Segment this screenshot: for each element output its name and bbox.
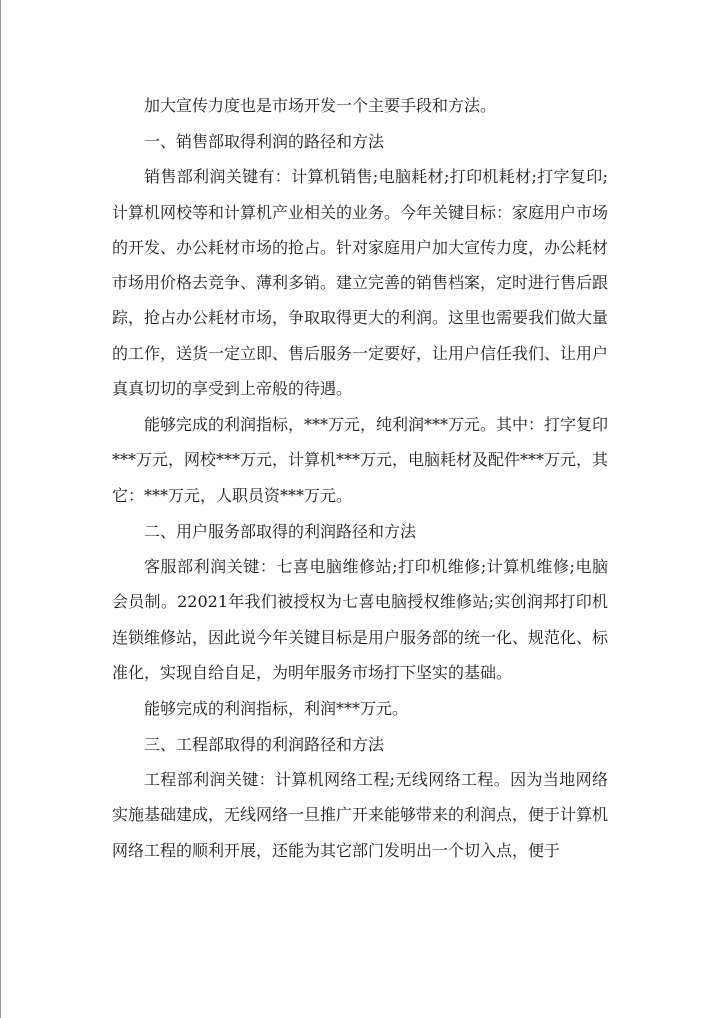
heading-sales-department: 一、销售部取得利润的路径和方法 [144, 131, 385, 151]
heading-engineering-department: 三、工程部取得的利润路径和方法 [144, 734, 385, 754]
paragraph-service-profit-keys: 客服部利润关键：七喜电脑维修站;打印机维修;计算机维修;电脑会员制。22021年我们被授权为七喜电脑授权维修站;实创润邦打印机连锁维修站，因此说今年关键目标是用户服务部的统一化、规范化、标准化，实现自给自足，为明年服务市场打下坚实的基础。 [112, 556, 609, 682]
paragraph-sales-profit-keys: 销售部利润关键有：计算机销售;电脑耗材;打印机耗材;打字复印;计算机网校等和计算机产业相关的业务。今年关键目标：家庭用户市场的开发、办公耗材市场的抢占。针对家庭用户加大宣传力度，办公耗材市场用价格去竞争、薄利多销。建立完善的销售档案，定时进行售后跟踪，抢占办公耗材市场，争取取得更大的利润。这里也需要我们做大量的工作，送货一定立即、售后服务一定要好，让用户信任我们、让用户真真切切的享受到上帝般的待遇。 [112, 167, 609, 399]
page-left-border [0, 0, 1, 1018]
document-body [112, 88, 608, 869]
paragraph-service-profit-target: 能够完成的利润指标，利润***万元。 [144, 698, 409, 718]
paragraph-sales-profit-targets: 能够完成的利润指标，***万元，纯利润***万元。其中：打字复印***万元，网校***万元，计算机***万元，电脑耗材及配件***万元，其它：***万元，人职员资***万元。 [112, 415, 609, 505]
paragraph-intro: 加大宣传力度也是市场开发一个主要手段和方法。 [144, 96, 497, 115]
paragraph-engineering-profit-keys: 工程部利润关键：计算机网络工程;无线网络工程。因为当地网络实施基础建成，无线网络一旦推广开来能够带来的利润点，便于计算机网络工程的顺利开展，还能为其它部门发明出一个切入点，便于 [112, 770, 609, 860]
heading-customer-service-department: 二、用户服务部取得的利润路径和方法 [144, 521, 417, 541]
